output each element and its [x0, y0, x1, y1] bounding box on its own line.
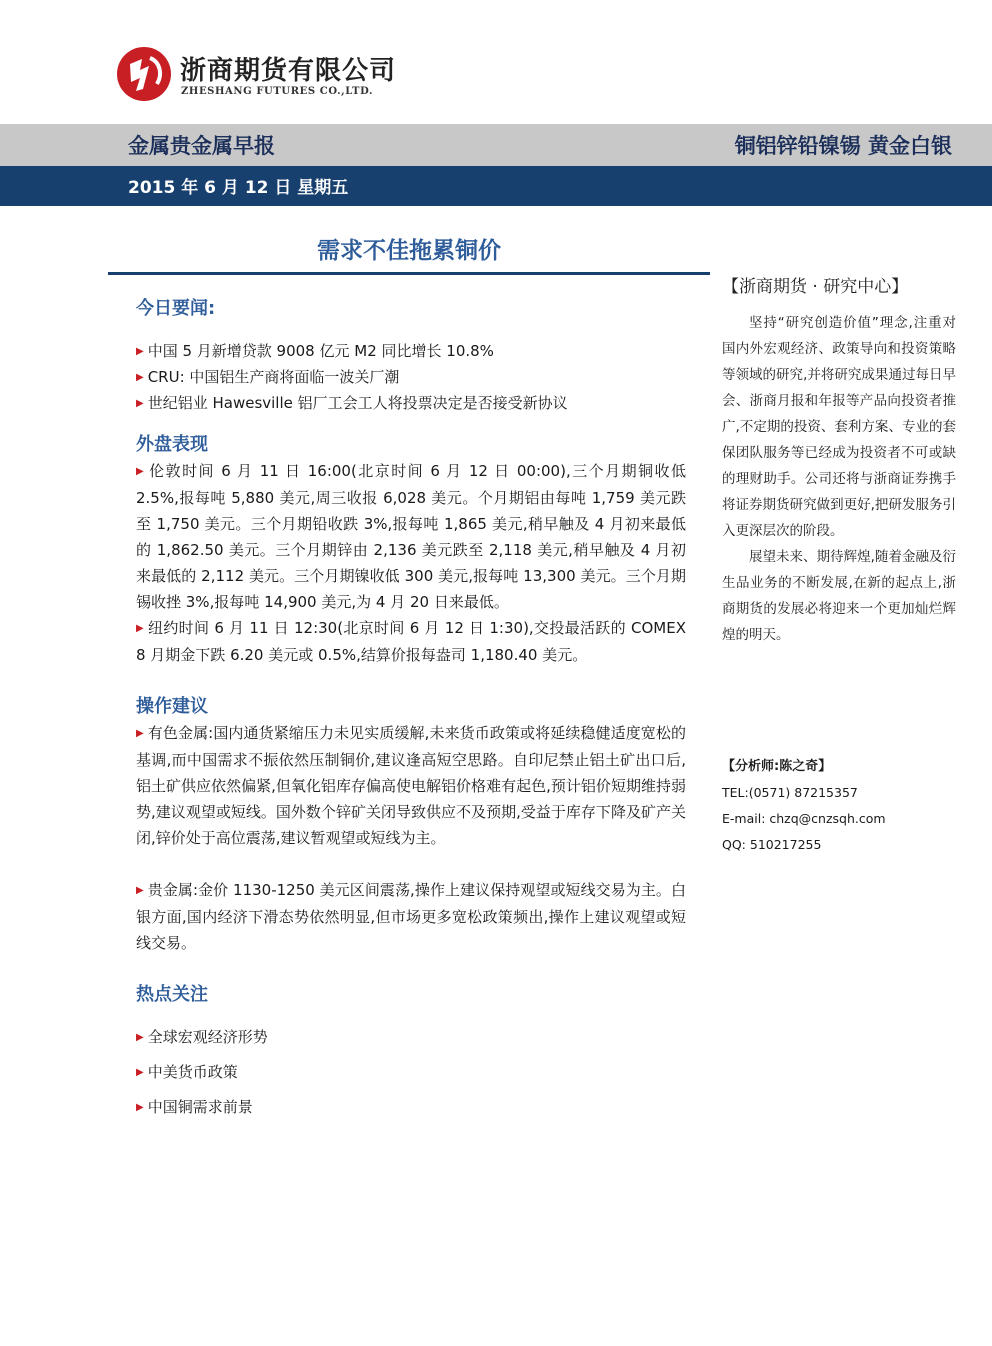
triangle-bullet-icon: ▶ [136, 1102, 144, 1113]
triangle-bullet-icon: ▶ [136, 623, 145, 634]
advice-paragraph: ▶ 贵金属:金价 1130-1250 美元区间震荡,操作上建议保持观望或短线交易为主。白银方面,国内经济下滑态势依然明显,但市场更多宽松政策频出,操作上建议观望或短线交易。 [136, 881, 686, 952]
analyst-qq: QQ: 510217255 [722, 837, 822, 852]
news-heading: 今日要闻: [136, 298, 216, 319]
company-logo [116, 46, 416, 106]
advice-paragraph: ▶ 有色金属:国内通货紧缩压力未见实质缓解,未来货币政策或将延续稳健适度宽松的基调,而中国需求不振依然压制铜价,建议逢高短空思路。自印尼禁止铝土矿出口后,铝土矿供应依然偏紧,但氧化铝库存偏高使电解铝价格难有起色,预计铝价短期维持弱势,建议观望或短线。国外数个锌矿关闭导致供应不及预期,受益于库存下降及矿产关闭,锌价处于高位震荡,建议暂观望或短线为主。 [136, 724, 686, 847]
metals-list: 铜铝锌铅镍锡 黄金白银 [734, 134, 952, 158]
overseas-heading: 外盘表现 [136, 434, 208, 455]
hotspots-heading: 热点关注 [136, 984, 208, 1005]
zheshang-logo-icon [116, 46, 172, 102]
analyst-email: E-mail: chzq@cnzsqh.com [722, 811, 886, 826]
triangle-bullet-icon: ▶ [136, 372, 144, 383]
page-headline: 需求不佳拖累铜价 [317, 238, 501, 264]
sidebar-title: 【浙商期货 · 研究中心】 [722, 277, 909, 297]
news-item: ▶ 中国 5 月新增贷款 9008 亿元 M2 同比增长 10.8% [136, 342, 494, 360]
advice-heading: 操作建议 [136, 696, 208, 717]
hotspot-item: ▶ 中美货币政策 [136, 1063, 238, 1081]
news-item: ▶ 世纪铝业 Hawesville 铝厂工会工人将投票决定是否接受新协议 [136, 394, 568, 412]
sidebar-paragraph: 展望未来、期待辉煌,随着金融及衍生品业务的不断发展,在新的起点上,浙商期货的发展必将迎来一个更加灿烂辉煌的明天。 [722, 549, 956, 643]
triangle-bullet-icon: ▶ [136, 398, 144, 409]
sidebar-intro [722, 310, 956, 648]
company-name-en: ZHESHANG FUTURES CO.,LTD. [181, 86, 374, 97]
overseas-paragraph: ▶ 纽约时间 6 月 11 日 12:30(北京时间 6 月 12 日 1:30),交投最活跃的 COMEX 8 月期金下跌 6.20 美元或 0.5%,结算价报每盎司 1,180.40 美元。 [136, 619, 686, 664]
news-item: ▶ CRU: 中国铝生产商将面临一波关厂潮 [136, 368, 400, 386]
triangle-bullet-icon: ▶ [136, 885, 144, 896]
headline-rule [108, 272, 710, 275]
analyst-contact [722, 754, 956, 858]
triangle-bullet-icon: ▶ [136, 346, 144, 357]
triangle-bullet-icon: ▶ [136, 466, 146, 477]
analyst-name: 【分析师:陈之奇】 [722, 759, 832, 774]
overseas-paragraph: ▶ 伦敦时间 6 月 11 日 16:00(北京时间 6 月 12 日 00:00),三个月期铜收低 2.5%,报每吨 5,880 美元,周三收报 6,028 美元。个月期铝由每吨 1,759 美元跌至 1,750 美元。三个月期铅收跌 3%,报每吨 1,865 美元,稍早触及 4 月初来最低的 1,862.50 美元。三个月期锌由 2,136 美元跌至 2,118 美元,稍早触及 4 月初来最低的 2,112 美元。三个月期镍收低 300 美元,报每吨 13,300 美元。三个月期锡收挫 3%,报每吨 14,900 美元,为 4 月 20 日来最低。 [136, 462, 686, 611]
sidebar-paragraph: 坚持“研究创造价值”理念,注重对国内外宏观经济、政策导向和投资策略等领域的研究,并将研究成果通过每日早会、浙商月报和年报等产品向投资者推广,不定期的投资、套利方案、专业的套保团队服务等已经成为投资者不可或缺的理财助手。公司还将与浙商证券携手将证券期货研究做到更好,把研发服务引入更深层次的阶段。 [722, 315, 956, 539]
company-name-cn: 浙商期货有限公司 [180, 56, 397, 86]
triangle-bullet-icon: ▶ [136, 1032, 144, 1043]
main-column [136, 296, 686, 1125]
triangle-bullet-icon: ▶ [136, 728, 144, 739]
hotspot-item: ▶ 全球宏观经济形势 [136, 1028, 268, 1046]
report-date: 2015 年 6 月 12 日 星期五 [128, 178, 349, 198]
triangle-bullet-icon: ▶ [136, 1067, 144, 1078]
report-title: 金属贵金属早报 [128, 134, 275, 158]
analyst-tel: TEL:(0571) 87215357 [722, 785, 858, 800]
hotspot-item: ▶ 中国铜需求前景 [136, 1098, 253, 1116]
